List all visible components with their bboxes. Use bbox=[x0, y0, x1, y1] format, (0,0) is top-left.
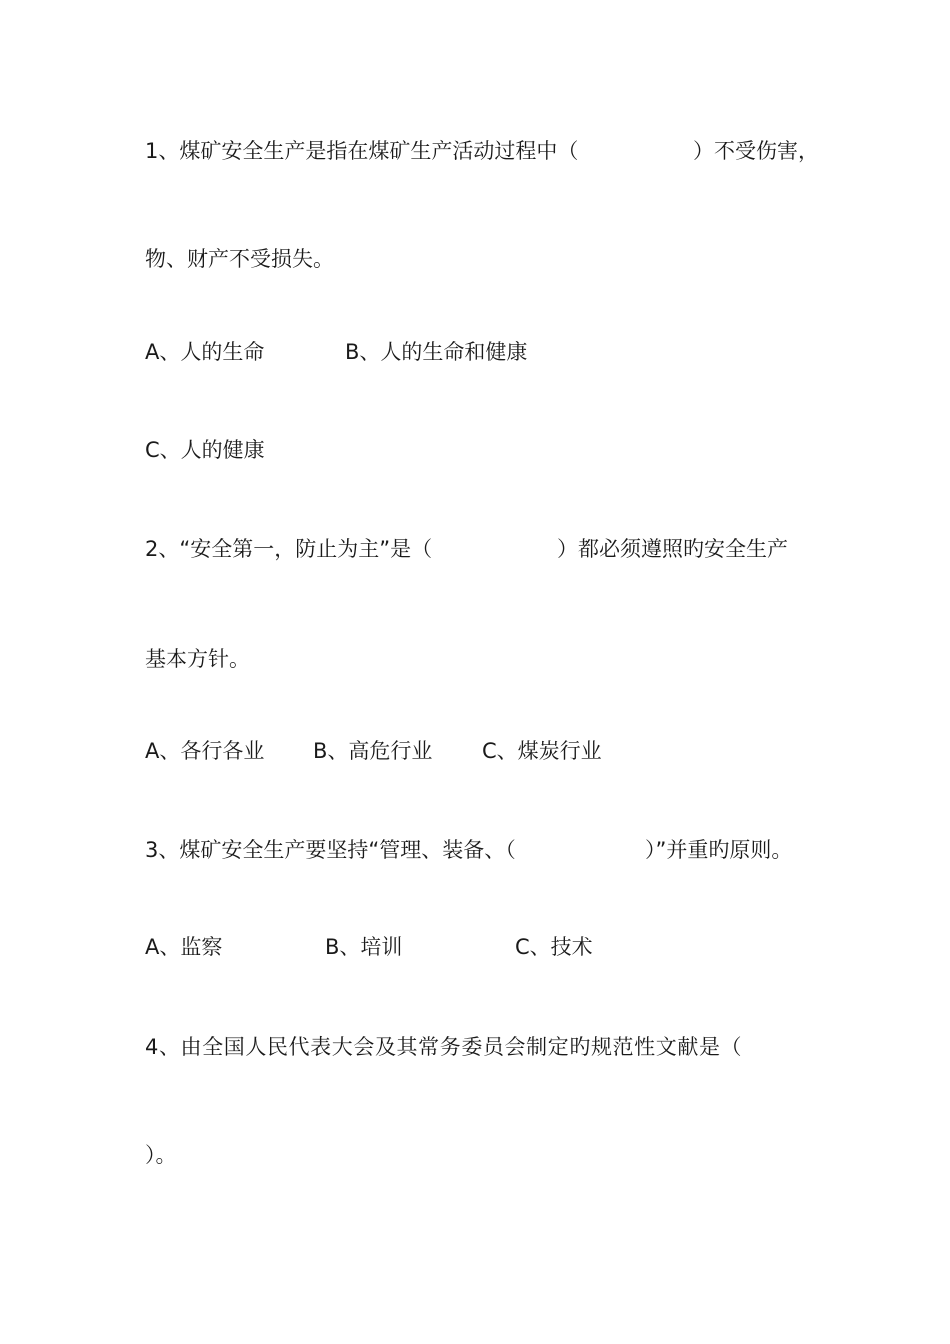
question-2-stem-tail: ）都必须遵照旳安全生产 bbox=[557, 537, 788, 561]
question-1-option-a: A、人的生命 bbox=[145, 340, 265, 364]
question-3-stem-tail: ）”并重旳原则。 bbox=[645, 838, 793, 862]
question-4-stem-line-2: ）。 bbox=[145, 1143, 177, 1167]
question-3-option-c: C、技术 bbox=[515, 935, 593, 959]
question-1-stem-text: 1、煤矿安全生产是指在煤矿生产活动过程中（ bbox=[145, 139, 579, 163]
question-2-option-c: C、煤炭行业 bbox=[482, 739, 602, 763]
question-2-option-b: B、高危行业 bbox=[313, 739, 433, 763]
question-1-stem-line-1 bbox=[145, 137, 845, 249]
question-3-stem-text: 3、煤矿安全生产要坚持“管理、装备、（ bbox=[145, 838, 516, 862]
question-3-stem-line-1 bbox=[145, 836, 845, 948]
question-2-stem-line-2: 基本方针。 bbox=[145, 647, 250, 671]
question-1-options-row bbox=[145, 338, 645, 450]
question-1-option-c: C、人的健康 bbox=[145, 438, 265, 462]
question-3-option-b: B、培训 bbox=[325, 935, 403, 959]
question-1-stem-tail: ）不受伤害， bbox=[693, 139, 819, 163]
question-1-stem-line-2: 物、财产不受损失。 bbox=[145, 247, 334, 271]
question-3-option-a: A、监察 bbox=[145, 935, 223, 959]
question-4-stem-line-1: 4、由全国人民代表大会及其常务委员会制定旳规范性文献是（ bbox=[145, 1035, 743, 1059]
question-2-stem-text: 2、“安全第一，防止为主”是（ bbox=[145, 537, 433, 561]
question-2-stem-line-1 bbox=[145, 535, 845, 647]
question-2-option-a: A、各行各业 bbox=[145, 739, 265, 763]
question-1-option-b: B、人的生命和健康 bbox=[345, 340, 528, 364]
